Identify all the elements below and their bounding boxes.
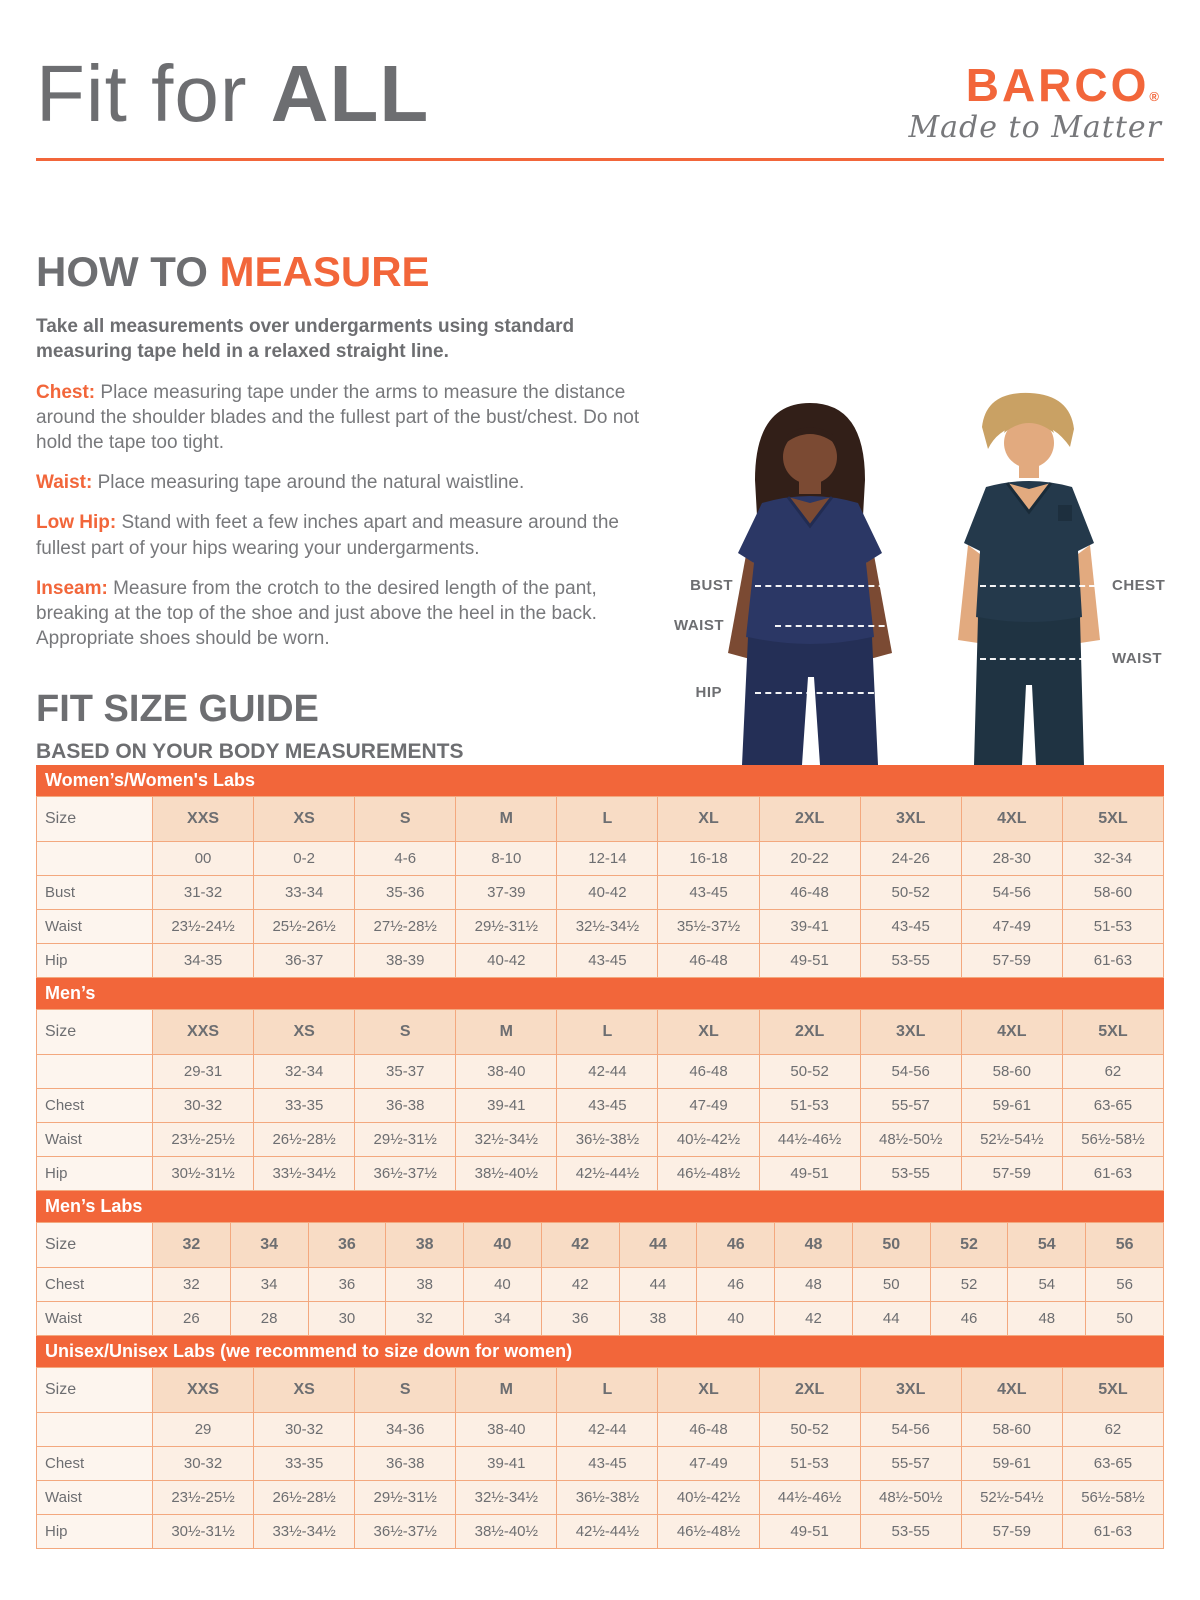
table-row [37,876,1164,910]
size-cell: 46 [930,1302,1008,1336]
size-cell: 47-49 [961,910,1062,944]
size-cell: 30-32 [153,1089,254,1123]
size-cell: 36½-38½ [557,1123,658,1157]
size-cell: 33-35 [254,1447,355,1481]
table-row [37,1481,1164,1515]
size-cell: 36½-37½ [355,1157,456,1191]
size-header-cell: 4XL [961,1010,1062,1055]
measure-item-inseam [36,576,656,651]
size-cell: 47-49 [658,1447,759,1481]
size-cell: 43-45 [557,1447,658,1481]
size-cell: 53-55 [860,1515,961,1549]
chest-label: CHEST [1112,577,1166,594]
size-cell: 63-65 [1062,1089,1163,1123]
size-cell: 51-53 [759,1447,860,1481]
size-cell: 26½-28½ [254,1123,355,1157]
size-cell: 38 [619,1302,697,1336]
size-cell: 54-56 [860,1055,961,1089]
size-cell: 38½-40½ [456,1515,557,1549]
size-header-cell: M [456,797,557,842]
size-cell: 61-63 [1062,1157,1163,1191]
size-cell: 32 [386,1302,464,1336]
size-cell: 49-51 [759,1157,860,1191]
how-to-measure-section [36,248,656,666]
size-cell: 32 [153,1268,231,1302]
row-label: Waist [37,910,153,944]
row-label: Bust [37,876,153,910]
size-header-cell: 40 [464,1223,542,1268]
size-cell: 35-37 [355,1055,456,1089]
size-cell: 44 [619,1268,697,1302]
hip-measure-line [755,692,915,694]
size-cell: 26½-28½ [254,1481,355,1515]
size-header-cell: XS [254,797,355,842]
measure-term: Inseam: [36,577,108,599]
size-cell: 59-61 [961,1447,1062,1481]
size-header-cell: 4XL [961,797,1062,842]
size-cell: 46-48 [658,1413,759,1447]
size-cell: 52½-54½ [961,1481,1062,1515]
size-cell: 48 [775,1268,853,1302]
size-cell: 54-56 [961,876,1062,910]
size-cell: 40 [464,1268,542,1302]
size-cell: 54 [1008,1268,1086,1302]
size-cell: 42½-44½ [557,1515,658,1549]
models-illustration [650,385,1190,765]
size-header-cell: 2XL [759,1010,860,1055]
size-cell: 35-36 [355,876,456,910]
size-cell: 39-41 [456,1447,557,1481]
size-cell: 29½-31½ [355,1123,456,1157]
size-cell: 50-52 [759,1413,860,1447]
measure-intro-text: Take all measurements over undergarments using standard measuring tape held in a relaxed straight line. [36,316,575,363]
size-cell: 57-59 [961,944,1062,978]
size-header-cell: S [355,797,456,842]
size-header-cell: 46 [697,1223,775,1268]
size-cell: 43-45 [557,1089,658,1123]
bust-label: BUST [690,577,733,594]
table-row [37,1268,1164,1302]
size-cell: 34-35 [153,944,254,978]
size-cell: 55-57 [860,1089,961,1123]
size-cell: 33½-34½ [254,1515,355,1549]
size-cell: 58-60 [1062,876,1163,910]
size-cell: 38-40 [456,1413,557,1447]
brand-logo-wordmark [908,59,1162,111]
row-label: Chest [37,1447,153,1481]
size-cell: 40 [697,1302,775,1336]
size-cell: 38½-40½ [456,1157,557,1191]
size-header-cell: 38 [386,1223,464,1268]
row-label: Waist [37,1481,153,1515]
size-cell: 48½-50½ [860,1481,961,1515]
size-header-cell: 2XL [759,797,860,842]
row-label: Chest [37,1089,153,1123]
models-photo [650,385,1190,765]
measure-term: Chest: [36,382,96,404]
size-header-cell: 32 [153,1223,231,1268]
size-cell: 28-30 [961,842,1062,876]
size-cell: 38-39 [355,944,456,978]
size-cell: 36 [541,1302,619,1336]
measure-item-waist [36,470,656,495]
size-header-cell: 36 [308,1223,386,1268]
size-cell: 32½-34½ [456,1123,557,1157]
table-row [37,1157,1164,1191]
table-row [37,842,1164,876]
bust-measure-line [755,585,895,587]
size-header-cell: XXS [153,797,254,842]
size-cell: 26 [153,1302,231,1336]
size-cell: 30-32 [254,1413,355,1447]
fit-size-guide-heading: FIT SIZE GUIDE [36,688,319,730]
size-cell: 39-41 [456,1089,557,1123]
measure-item-chest [36,380,656,455]
size-header-cell: 2XL [759,1368,860,1413]
size-cell: 34-36 [355,1413,456,1447]
size-cell: 32½-34½ [456,1481,557,1515]
size-cell: 36-38 [355,1447,456,1481]
measure-text: Place measuring tape under the arms to measure the distance around the shoulder blades and the fullest part of the bust/chest. Do not hold the tape too tight. [36,382,640,454]
size-cell: 50 [852,1268,930,1302]
brand-name: BARCO [965,59,1150,111]
size-cell: 51-53 [759,1089,860,1123]
size-header-cell: 44 [619,1223,697,1268]
size-cell: 53-55 [860,944,961,978]
fit-size-guide-subheading: BASED ON YOUR BODY MEASUREMENTS [36,740,464,763]
page-title-bold: ALL [270,49,430,138]
size-cell: 46-48 [759,876,860,910]
table-banner: Men’s Labs [36,1191,1164,1222]
size-cell: 30½-31½ [153,1157,254,1191]
size-cell: 62 [1062,1413,1163,1447]
table-banner: Women’s/Women's Labs [36,765,1164,796]
size-header-cell: 48 [775,1223,853,1268]
size-header-cell: 54 [1008,1223,1086,1268]
size-cell: 29½-31½ [456,910,557,944]
size-header-cell: XS [254,1368,355,1413]
size-cell: 44½-46½ [759,1481,860,1515]
size-cell: 51-53 [1062,910,1163,944]
size-cell: 0-2 [254,842,355,876]
size-column-label: Size [37,1010,153,1055]
size-table [36,1009,1164,1191]
size-header-cell: XXS [153,1010,254,1055]
size-cell: 35½-37½ [658,910,759,944]
size-header-cell: XL [658,797,759,842]
size-cell: 38-40 [456,1055,557,1089]
size-header-cell: 3XL [860,797,961,842]
size-cell: 63-65 [1062,1447,1163,1481]
size-cell: 47-49 [658,1089,759,1123]
size-cell: 43-45 [557,944,658,978]
row-label [37,1055,153,1089]
size-header-cell: 4XL [961,1368,1062,1413]
row-label: Hip [37,1515,153,1549]
size-cell: 42 [775,1302,853,1336]
size-cell: 61-63 [1062,1515,1163,1549]
size-table [36,796,1164,978]
size-header-cell: L [557,1010,658,1055]
size-cell: 36½-37½ [355,1515,456,1549]
size-cell: 46-48 [658,944,759,978]
size-cell: 52½-54½ [961,1123,1062,1157]
size-cell: 28 [230,1302,308,1336]
size-header-cell: S [355,1368,456,1413]
size-header-cell: 3XL [860,1010,961,1055]
size-header-cell: L [557,1368,658,1413]
size-cell: 30½-31½ [153,1515,254,1549]
size-cell: 49-51 [759,944,860,978]
size-cell: 57-59 [961,1157,1062,1191]
size-cell: 39-41 [759,910,860,944]
size-cell: 30 [308,1302,386,1336]
size-header-cell: 5XL [1062,797,1163,842]
size-cell: 46½-48½ [658,1515,759,1549]
size-cell: 43-45 [860,910,961,944]
size-cell: 46-48 [658,1055,759,1089]
size-cell: 36 [308,1268,386,1302]
size-cell: 32-34 [254,1055,355,1089]
size-cell: 8-10 [456,842,557,876]
measure-text: Stand with feet a few inches apart and measure around the fullest part of your hips wearing your undergarments. [36,512,619,559]
size-header-cell: 52 [930,1223,1008,1268]
size-cell: 42-44 [557,1413,658,1447]
size-header-cell: 34 [230,1223,308,1268]
size-tables [36,765,1164,1549]
heading-gray-part: HOW TO [36,248,220,295]
size-cell: 50-52 [860,876,961,910]
size-header-cell: M [456,1368,557,1413]
size-cell: 57-59 [961,1515,1062,1549]
size-cell: 23½-25½ [153,1123,254,1157]
row-label: Hip [37,1157,153,1191]
size-cell: 46 [697,1268,775,1302]
size-cell: 53-55 [860,1157,961,1191]
size-table [36,1367,1164,1549]
size-header-cell: 50 [852,1223,930,1268]
size-cell: 36½-38½ [557,1481,658,1515]
size-cell: 40½-42½ [658,1481,759,1515]
row-label: Hip [37,944,153,978]
size-header-cell: M [456,1010,557,1055]
measure-term: Waist: [36,472,93,494]
size-cell: 56 [1086,1268,1164,1302]
table-row [37,944,1164,978]
size-cell: 23½-24½ [153,910,254,944]
measure-item-low-hip [36,510,656,560]
size-cell: 12-14 [557,842,658,876]
size-cell: 50-52 [759,1055,860,1089]
size-cell: 54-56 [860,1413,961,1447]
row-label [37,1413,153,1447]
measure-text: Measure from the crotch to the desired length of the pant, breaking at the top of the shoe and just above the heel in the back. Appropriate shoes should be worn. [36,577,597,649]
size-header-cell: 5XL [1062,1010,1163,1055]
size-cell: 33-34 [254,876,355,910]
size-cell: 36-37 [254,944,355,978]
size-header-cell: XXS [153,1368,254,1413]
size-header-cell: L [557,797,658,842]
page-title-regular: Fit for [36,49,271,138]
size-cell: 29 [153,1413,254,1447]
waist-measure-line-male [980,658,1105,660]
size-header-cell: XL [658,1368,759,1413]
size-cell: 50 [1086,1302,1164,1336]
size-cell: 61-63 [1062,944,1163,978]
size-cell: 29½-31½ [355,1481,456,1515]
size-cell: 48½-50½ [860,1123,961,1157]
size-cell: 4-6 [355,842,456,876]
size-cell: 52 [930,1268,1008,1302]
chest-measure-line [980,585,1105,587]
table-row [37,1515,1164,1549]
size-cell: 37-39 [456,876,557,910]
size-cell: 34 [230,1268,308,1302]
row-label: Waist [37,1302,153,1336]
size-cell: 40-42 [557,876,658,910]
heading-orange-part: MEASURE [219,248,430,295]
brand-logo [908,59,1162,145]
table-row [37,1302,1164,1336]
size-table [36,1222,1164,1336]
size-header-cell: XL [658,1010,759,1055]
size-cell: 31-32 [153,876,254,910]
size-cell: 33½-34½ [254,1157,355,1191]
size-cell: 48 [1008,1302,1086,1336]
size-cell: 58-60 [961,1055,1062,1089]
table-row [37,910,1164,944]
size-cell: 25½-26½ [254,910,355,944]
size-cell: 59-61 [961,1089,1062,1123]
size-cell: 20-22 [759,842,860,876]
size-cell: 49-51 [759,1515,860,1549]
size-cell: 42 [541,1268,619,1302]
size-cell: 34 [464,1302,542,1336]
size-header-cell: 5XL [1062,1368,1163,1413]
male-model-illustration [958,393,1100,765]
size-cell: 16-18 [658,842,759,876]
size-header-cell: 3XL [860,1368,961,1413]
size-header-cell: 56 [1086,1223,1164,1268]
table-row [37,1123,1164,1157]
row-label: Chest [37,1268,153,1302]
size-column-label: Size [37,1223,153,1268]
size-cell: 42½-44½ [557,1157,658,1191]
size-cell: 42-44 [557,1055,658,1089]
header-divider [36,158,1164,161]
size-cell: 40½-42½ [658,1123,759,1157]
size-cell: 30-32 [153,1447,254,1481]
size-cell: 38 [386,1268,464,1302]
size-cell: 56½-58½ [1062,1481,1163,1515]
waist-measure-line-female [775,625,895,627]
size-cell: 23½-25½ [153,1481,254,1515]
size-cell: 44 [852,1302,930,1336]
row-label: Waist [37,1123,153,1157]
size-cell: 00 [153,842,254,876]
measure-term: Low Hip: [36,512,117,534]
measure-text: Place measuring tape around the natural waistline. [92,472,525,494]
size-cell: 27½-28½ [355,910,456,944]
table-row [37,1413,1164,1447]
brand-tagline: Made to Matter [908,110,1162,145]
size-cell: 29-31 [153,1055,254,1089]
size-cell: 40-42 [456,944,557,978]
size-cell: 33-35 [254,1089,355,1123]
size-cell: 56½-58½ [1062,1123,1163,1157]
table-row [37,1055,1164,1089]
size-cell: 32½-34½ [557,910,658,944]
waist-label-female: WAIST [674,617,724,634]
size-cell: 36-38 [355,1089,456,1123]
female-model-illustration [728,403,892,765]
hip-label: HIP [695,684,722,701]
table-banner: Men’s [36,978,1164,1009]
size-cell: 32-34 [1062,842,1163,876]
table-row [37,1089,1164,1123]
size-header-cell: XS [254,1010,355,1055]
size-cell: 43-45 [658,876,759,910]
size-header-cell: 42 [541,1223,619,1268]
size-cell: 58-60 [961,1413,1062,1447]
size-column-label: Size [37,1368,153,1413]
size-header-cell: S [355,1010,456,1055]
size-cell: 46½-48½ [658,1157,759,1191]
size-cell: 55-57 [860,1447,961,1481]
size-column-label: Size [37,797,153,842]
size-cell: 62 [1062,1055,1163,1089]
registered-trademark-icon: ® [1149,89,1162,104]
row-label [37,842,153,876]
how-to-measure-heading [36,248,656,296]
waist-label-male: WAIST [1112,650,1162,667]
page-title [36,48,429,140]
table-row [37,1447,1164,1481]
table-banner: Unisex/Unisex Labs (we recommend to size down for women) [36,1336,1164,1367]
size-cell: 44½-46½ [759,1123,860,1157]
size-cell: 24-26 [860,842,961,876]
